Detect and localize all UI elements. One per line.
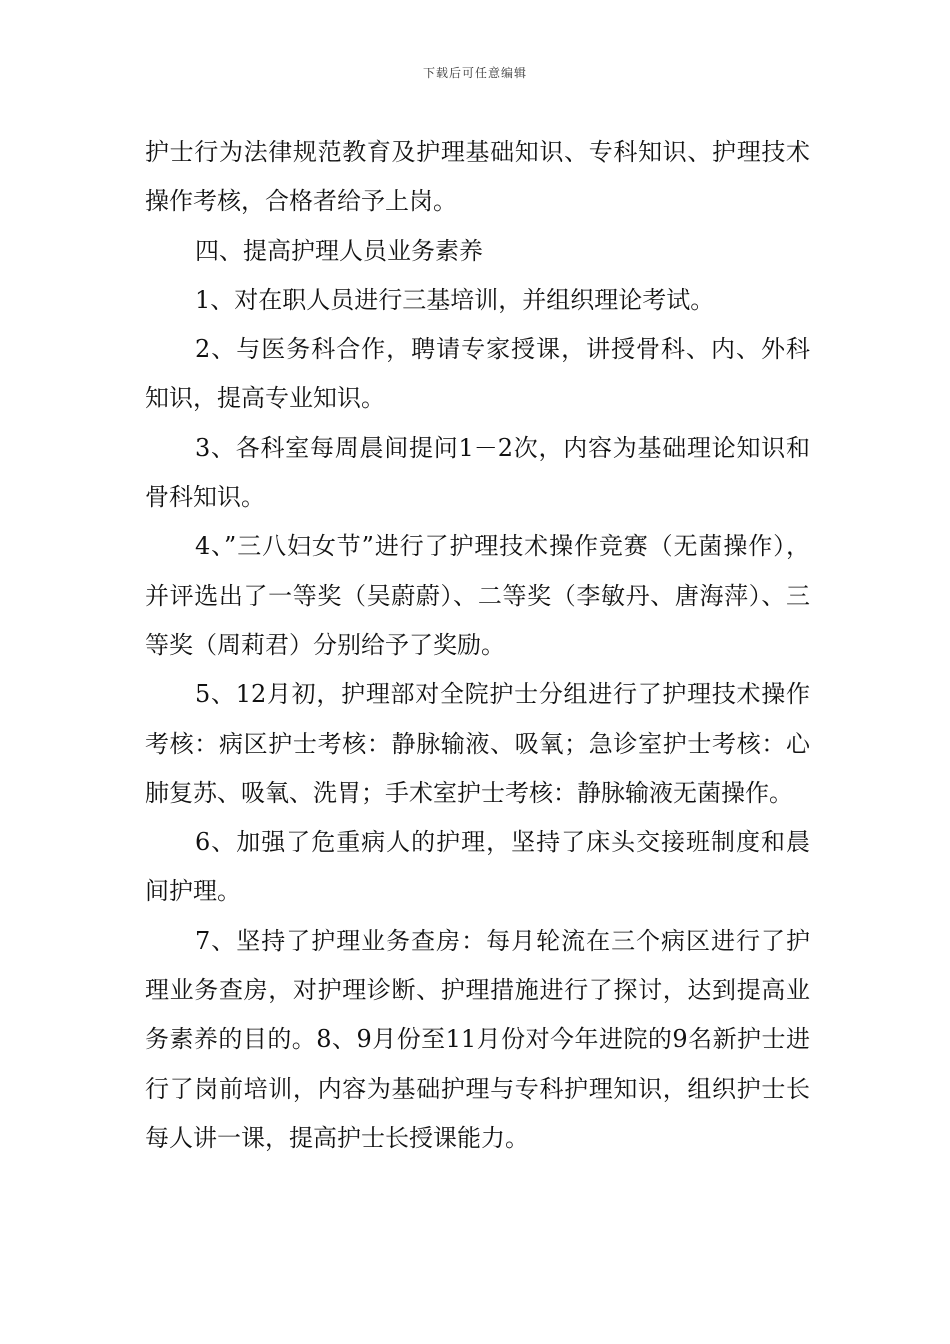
list-item-1: 1、对在职人员进行三基培训，并组织理论考试。	[195, 285, 715, 314]
list-item-6: 6、加强了危重病人的护理，坚持了床头交接班制度和晨间护理。	[145, 828, 810, 906]
list-item-5: 5、12月初，护理部对全院护士分组进行了护理技术操作考核：病区护士考核：静脉输液、吸氧；急诊室护士考核：心肺复苏、吸氧、洗胃；手术室护士考核：静脉输液无菌操作。	[145, 680, 810, 807]
list-item-4: 4、”三八妇女节”进行了护理技术操作竞赛（无菌操作），并评选出了一等奖（吴蔚蔚）、二等奖（李敏丹、唐海萍）、三等奖（周莉君）分别给予了奖励。	[145, 532, 810, 659]
section-heading-4: 四、提高护理人员业务素养	[195, 236, 483, 265]
paragraph-1: 护士行为法律规范教育及护理基础知识、专科知识、护理技术操作考核，合格者给予上岗。	[145, 138, 810, 216]
list-item-3: 3、各科室每周晨间提问1－2次，内容为基础理论知识和骨科知识。	[145, 433, 810, 512]
list-item-2: 2、与医务科合作，聘请专家授课，讲授骨科、内、外科知识，提高专业知识。	[145, 335, 810, 413]
document-body	[145, 128, 810, 1163]
page-header: 下载后可任意编辑	[422, 66, 527, 80]
list-item-7: 7、坚持了护理业务查房：每月轮流在三个病区进行了护理业务查房，对护理诊断、护理措施进行了探讨，达到提高业务素养的目的。8、9月份至11月份对今年进院的9名新护士进行了岗前培训，内容为基础护理与专科护理知识，组织护士长每人讲一课，提高护士长授课能力。	[145, 926, 810, 1152]
